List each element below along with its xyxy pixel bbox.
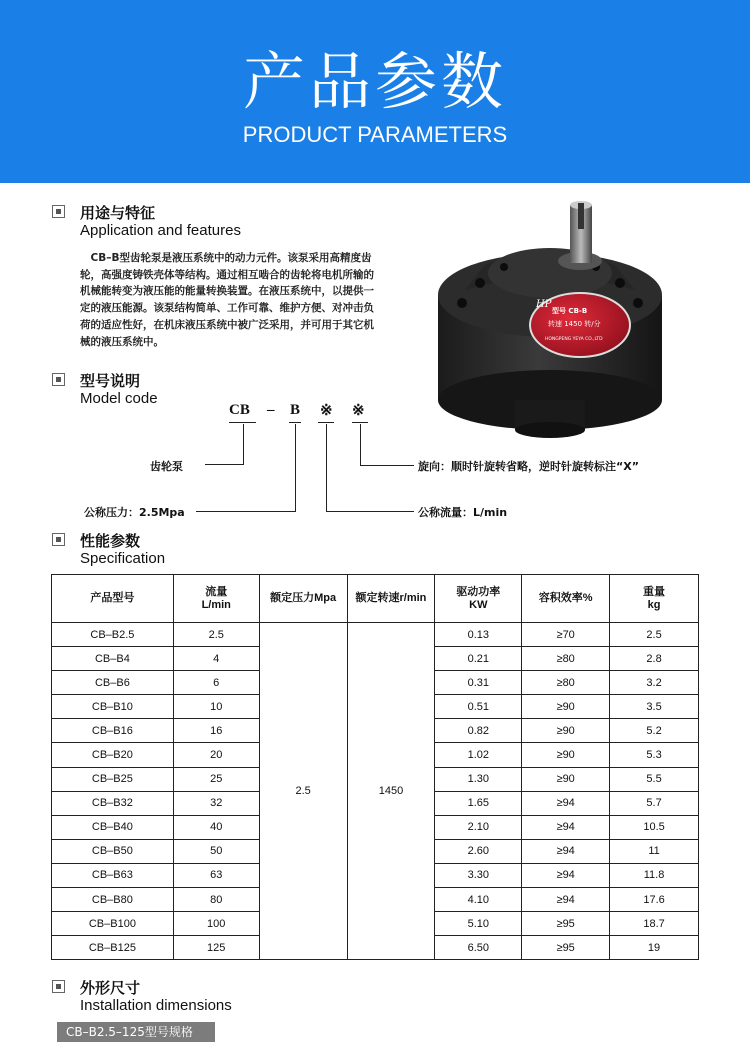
underline-b bbox=[289, 422, 301, 423]
cell-model: CB–B6 bbox=[52, 671, 174, 695]
cell-power: 0.82 bbox=[435, 719, 522, 743]
cell-model: CB–B125 bbox=[52, 936, 174, 960]
cell-power: 1.65 bbox=[435, 791, 522, 815]
label-gear-pump: 齿轮泵 bbox=[150, 460, 183, 473]
cell-efficiency: ≥94 bbox=[522, 839, 610, 863]
cell-flow: 2.5 bbox=[173, 623, 259, 647]
cell-power: 0.51 bbox=[435, 695, 522, 719]
page-subtitle: PRODUCT PARAMETERS bbox=[242, 122, 508, 147]
code-mark-1: ※ bbox=[320, 403, 333, 419]
header-efficiency: 容积效率% bbox=[522, 575, 610, 623]
cell-model: CB–B40 bbox=[52, 815, 174, 839]
cell-flow: 63 bbox=[173, 863, 259, 887]
logo-icon: HP bbox=[536, 299, 552, 310]
cell-weight: 5.7 bbox=[610, 791, 699, 815]
bullet-square-icon bbox=[52, 205, 65, 218]
cell-flow: 4 bbox=[173, 647, 259, 671]
connector-b-h bbox=[196, 511, 296, 512]
connector-cb bbox=[243, 424, 244, 465]
cell-efficiency: ≥94 bbox=[522, 815, 610, 839]
underline-mark-1 bbox=[318, 422, 334, 423]
cell-power: 4.10 bbox=[435, 888, 522, 912]
connector-mark-1-h bbox=[326, 511, 414, 512]
cell-model: CB–B32 bbox=[52, 791, 174, 815]
connector-mark-2 bbox=[360, 424, 361, 466]
cell-efficiency: ≥80 bbox=[522, 647, 610, 671]
header-power-cn: 驱动功率 bbox=[456, 585, 501, 598]
cell-flow: 125 bbox=[173, 936, 259, 960]
connector-b bbox=[295, 424, 296, 512]
label-pressure: 公称压力：2.5Mpa bbox=[84, 506, 185, 519]
connector-mark-1 bbox=[326, 424, 327, 512]
cell-speed: 1450 bbox=[347, 623, 435, 960]
cell-model: CB–B10 bbox=[52, 695, 174, 719]
cell-model: CB–B16 bbox=[52, 719, 174, 743]
cell-model: CB–B25 bbox=[52, 767, 174, 791]
cell-power: 1.30 bbox=[435, 767, 522, 791]
table-row bbox=[52, 623, 699, 647]
cell-weight: 5.2 bbox=[610, 719, 699, 743]
cell-power: 1.02 bbox=[435, 743, 522, 767]
cell-efficiency: ≥80 bbox=[522, 671, 610, 695]
cell-efficiency: ≥95 bbox=[522, 936, 610, 960]
label-rotation: 旋向：顺时针旋转省略，逆时针旋转标注“X” bbox=[418, 460, 639, 473]
cell-power: 0.13 bbox=[435, 623, 522, 647]
header-flow bbox=[173, 575, 259, 623]
section-title-en: Application and features bbox=[80, 222, 241, 239]
section-title-en: Model code bbox=[80, 390, 158, 407]
cell-flow: 10 bbox=[173, 695, 259, 719]
cell-weight: 10.5 bbox=[610, 815, 699, 839]
cell-weight: 11 bbox=[610, 839, 699, 863]
section-title-cn: 性能参数 bbox=[80, 532, 141, 550]
cell-flow: 25 bbox=[173, 767, 259, 791]
cell-efficiency: ≥95 bbox=[522, 912, 610, 936]
header-pressure: 额定压力Mpa bbox=[259, 575, 347, 623]
cell-weight: 2.8 bbox=[610, 647, 699, 671]
bullet-square-icon bbox=[52, 980, 65, 993]
section-title-en: Specification bbox=[80, 550, 166, 567]
cell-pressure: 2.5 bbox=[259, 623, 347, 960]
bullet-square-icon bbox=[52, 533, 65, 546]
label-flow: 公称流量：L/min bbox=[418, 506, 508, 519]
spec-table bbox=[51, 574, 699, 960]
cell-power: 2.10 bbox=[435, 815, 522, 839]
connector-mark-2-h bbox=[360, 465, 414, 466]
cell-efficiency: ≥90 bbox=[522, 719, 610, 743]
cell-flow: 32 bbox=[173, 791, 259, 815]
cell-weight: 17.6 bbox=[610, 888, 699, 912]
cell-power: 0.21 bbox=[435, 647, 522, 671]
cell-model: CB–B63 bbox=[52, 863, 174, 887]
cell-power: 0.31 bbox=[435, 671, 522, 695]
cell-flow: 100 bbox=[173, 912, 259, 936]
nameplate-line3: HONGPENG YEYA CO.,LTD bbox=[545, 337, 603, 342]
cell-power: 6.50 bbox=[435, 936, 522, 960]
cell-flow: 20 bbox=[173, 743, 259, 767]
page-title: 产品参数 bbox=[242, 45, 507, 118]
header-weight bbox=[610, 575, 699, 623]
cell-flow: 16 bbox=[173, 719, 259, 743]
cell-efficiency: ≥90 bbox=[522, 767, 610, 791]
section-title-cn: 用途与特征 bbox=[80, 204, 156, 222]
cell-flow: 50 bbox=[173, 839, 259, 863]
connector-cb-h bbox=[205, 464, 244, 465]
cell-efficiency: ≥70 bbox=[522, 623, 610, 647]
nameplate-line1: 型号 CB-B bbox=[552, 307, 588, 315]
section-title-cn: 外形尺寸 bbox=[80, 979, 141, 997]
code-b: B bbox=[290, 402, 301, 418]
cell-model: CB–B4 bbox=[52, 647, 174, 671]
section-title-cn: 型号说明 bbox=[80, 372, 141, 390]
cell-weight: 5.5 bbox=[610, 767, 699, 791]
cell-weight: 11.8 bbox=[610, 863, 699, 887]
underline-mark-2 bbox=[352, 422, 368, 423]
cell-weight: 3.5 bbox=[610, 695, 699, 719]
cell-efficiency: ≥90 bbox=[522, 695, 610, 719]
cell-weight: 3.2 bbox=[610, 671, 699, 695]
code-cb: CB bbox=[229, 402, 250, 418]
cell-model: CB–B100 bbox=[52, 912, 174, 936]
header-speed: 额定转速r/min bbox=[347, 575, 435, 623]
header-power bbox=[435, 575, 522, 623]
gear-pump-image bbox=[430, 195, 670, 445]
cell-weight: 5.3 bbox=[610, 743, 699, 767]
cell-efficiency: ≥94 bbox=[522, 888, 610, 912]
cell-flow: 40 bbox=[173, 815, 259, 839]
cell-power: 5.10 bbox=[435, 912, 522, 936]
cell-efficiency: ≥90 bbox=[522, 743, 610, 767]
header-weight-cn: 重量 bbox=[643, 585, 666, 598]
cell-model: CB–B20 bbox=[52, 743, 174, 767]
cell-model: CB–B2.5 bbox=[52, 623, 174, 647]
cell-flow: 80 bbox=[173, 888, 259, 912]
underline-cb bbox=[229, 422, 256, 423]
header-banner bbox=[0, 0, 750, 183]
code-mark-2: ※ bbox=[352, 403, 365, 419]
cell-weight: 19 bbox=[610, 936, 699, 960]
cell-power: 2.60 bbox=[435, 839, 522, 863]
code-dash: – bbox=[267, 402, 275, 418]
model-range-tag: CB–B2.5–125型号规格 bbox=[57, 1022, 215, 1042]
table-header-row bbox=[52, 575, 699, 623]
section-title-en: Installation dimensions bbox=[80, 997, 232, 1014]
header-weight-unit: kg bbox=[647, 598, 661, 611]
cell-model: CB–B80 bbox=[52, 888, 174, 912]
cell-weight: 2.5 bbox=[610, 623, 699, 647]
header-power-unit: KW bbox=[469, 598, 488, 611]
header-flow-unit: L/min bbox=[201, 598, 231, 611]
cell-weight: 18.7 bbox=[610, 912, 699, 936]
header-flow-cn: 流量 bbox=[205, 585, 228, 598]
cell-efficiency: ≥94 bbox=[522, 791, 610, 815]
description-paragraph: CB–B型齿轮泵是液压系统中的动力元件。该泵采用高精度齿轮，高强度铸铁壳体等结构。通过相互啮合的齿轮将电机所输的机械能转变为液压能的能量转换装置。在液压系统中，以提供一定的液压能源。该泵结构简单、工作可靠、维护方便、对冲击负荷的适应性好，在机床液压系统中被广泛采用，并可用于其它机械的液压系统中。 bbox=[80, 252, 374, 348]
cell-flow: 6 bbox=[173, 671, 259, 695]
bullet-square-icon bbox=[52, 373, 65, 386]
nameplate-line2: 转速 1450 转/分 bbox=[548, 320, 601, 328]
cell-model: CB–B50 bbox=[52, 839, 174, 863]
header-model: 产品型号 bbox=[52, 575, 174, 623]
cell-efficiency: ≥94 bbox=[522, 863, 610, 887]
cell-power: 3.30 bbox=[435, 863, 522, 887]
